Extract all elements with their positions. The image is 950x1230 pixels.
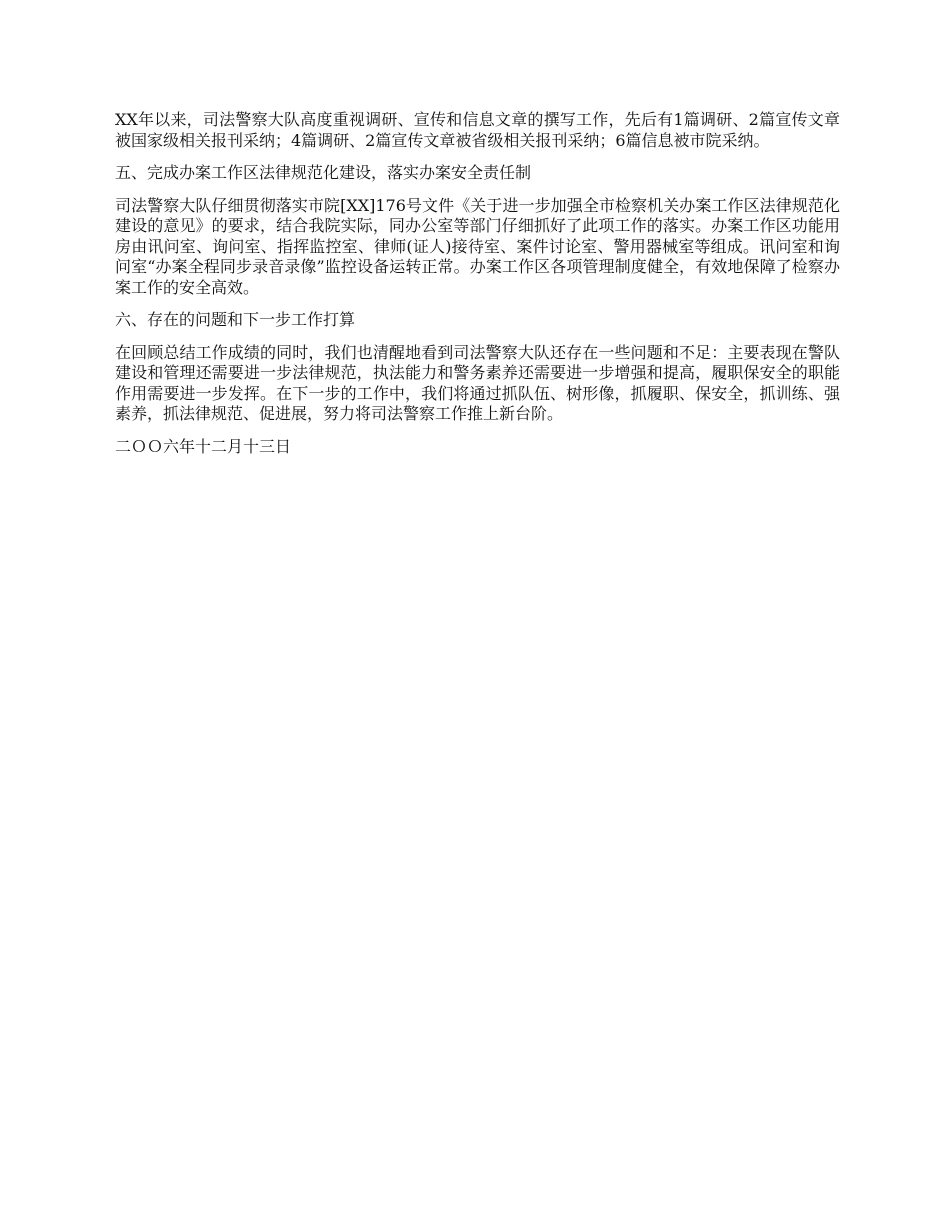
section-heading-five: 五、完成办案工作区法律规范化建设，落实办案安全责任制 [115,163,532,182]
document-date: 二ＯＯ六年十二月十三日 [115,436,292,456]
document-page [115,110,840,469]
body-paragraph-problems: 在回顾总结工作成绩的同时，我们也清醒地看到司法警察大队还存在一些问题和不足：主要表现在警队建设和管理还需要进一步法律规范，执法能力和警务素养还需要进一步增强和提高，履职保安全的职能作用需要进一步发挥。在下一步的工作中，我们将通过抓队伍、树形像，抓履职、保安全，抓训练、强素养，抓法律规范、促进展，努力将司法警察工作推上新台阶。 [115,342,840,423]
body-paragraph-case-area: 司法警察大队仔细贯彻落实市院[XX]176号文件《关于进一步加强全市检察机关办案工作区法律规范化建设的意见》的要求，结合我院实际，同办公室等部门仔细抓好了此项工作的落实。办案工作区功能用房由讯问室、询问室、指挥监控室、律师(证人)接待室、案件讨论室、警用器械室等组成。讯问室和询问室“办案全程同步录音录像”监控设备运转正常。办案工作区各项管理制度健全，有效地保障了检察办案工作的安全高效。 [115,195,840,297]
section-heading-six: 六、存在的问题和下一步工作打算 [115,310,356,329]
body-paragraph-publications: XX年以来，司法警察大队高度重视调研、宣传和信息文章的撰写工作，先后有1篇调研、2篇宣传文章被国家级相关报刊采纳；4篇调研、2篇宣传文章被省级相关报刊采纳；6篇信息被市院采纳。 [115,110,840,150]
